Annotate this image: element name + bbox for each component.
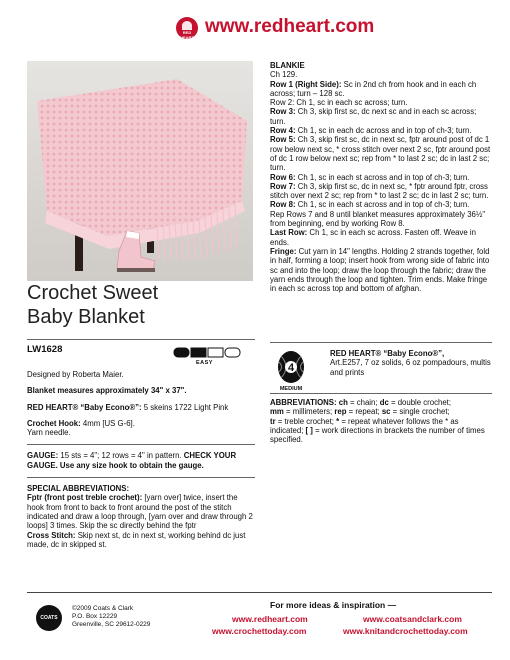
row-instruction: Row 3: Ch 3, skip first sc, dc next sc and in each sc across; turn. bbox=[270, 107, 477, 126]
blanket-illustration-icon bbox=[27, 61, 253, 281]
blanket-photo bbox=[27, 61, 253, 281]
coats-logo-icon: COATS bbox=[36, 605, 62, 631]
footer-link-coatsandclark[interactable]: www.coatsandclark.com bbox=[363, 614, 462, 624]
company-address: ©2009 Coats & Clark P.O. Box 12229 Greenville, SC 29612-0229 bbox=[72, 605, 151, 628]
gauge-divider bbox=[27, 444, 255, 445]
row-instruction: Last Row: Ch 1, sc in each sc across. Fasten off. Weave in ends. bbox=[270, 228, 476, 247]
left-column bbox=[27, 370, 255, 549]
footer-link-redheart[interactable]: www.redheart.com bbox=[232, 614, 308, 624]
pattern-number: LW1628 bbox=[27, 344, 63, 355]
footer-link-crochettoday[interactable]: www.crochettoday.com bbox=[212, 626, 307, 636]
gauge: GAUGE: 15 sts = 4"; 12 rows = 4" in pattern. CHECK YOUR GAUGE. Use any size hook to obtain the gauge. bbox=[27, 451, 237, 470]
materials-yarn: RED HEART® “Baby Econo®”: 5 skeins 1722 Light Pink bbox=[27, 402, 229, 412]
row-instruction: Row 7: Ch 3, skip first sc, dc in next sc, * fptr around fptr, cross stitch over next 2 sc; rep from * to last 2 sc; dc in last 2 sc; turn. bbox=[270, 181, 489, 201]
yarn-divider bbox=[270, 342, 492, 343]
title-divider bbox=[27, 339, 255, 340]
abbr-divider bbox=[27, 477, 255, 478]
abbreviations: ABBREVIATIONS: ch = chain; dc = double crochet; mm = millimeters; rep = repeat; sc = single crochet; tr = treble crochet; * = repeat whatever follows the * as indicated; [ ] = work directions in brackets the number of times specified. bbox=[270, 398, 485, 445]
row-instruction: Row 4: Ch 1, sc in each dc across and in top of ch-3; turn. bbox=[270, 126, 472, 136]
row-instruction: Row 8: Ch 1, sc in each st across and in top of ch-3; turn. bbox=[270, 200, 470, 210]
row-instruction: Row 1 (Right Side): Sc in 2nd ch from hook and in each ch across; turn – 128 sc. bbox=[270, 79, 477, 98]
page-title: Crochet Sweet Baby Blanket bbox=[27, 282, 159, 328]
row-instruction: Rep Rows 7 and 8 until blanket measures approximately 36½" from beginning, end by working Row 8. bbox=[270, 209, 486, 229]
row-instruction: Row 2: Ch 1, sc in each sc across; turn. bbox=[270, 98, 408, 108]
footer-divider bbox=[27, 592, 492, 593]
skill-level-label: EASY bbox=[196, 360, 213, 366]
abbreviations-divider bbox=[270, 393, 492, 394]
row-instruction: Fringe: Cut yarn in 14" lengths. Holding 2 strands together, fold in half, forming a loop; insert hook from wrong side of fabric into sc and into the loop; draw the loop through the fabric; draw the yarn ends through the loop and tighten. Trim ends. Make fringe in each sc across top and bottom of afghan. bbox=[270, 246, 490, 294]
skill-bar-empty bbox=[208, 348, 223, 357]
instructions bbox=[270, 61, 492, 293]
row-instruction: Row 5: Ch 3, skip first sc, dc in next sc, fptr around post of dc 1 row below next sc, * cross stitch over next 2 sc, fptr around post of dc 1 row below next sc; rep from * to last 2 sc; dc in last 2 sc; turn. bbox=[270, 135, 491, 173]
yarn-weight-number: 4 bbox=[287, 362, 295, 374]
skill-bar-empty bbox=[225, 348, 240, 357]
measurements: Blanket measures approximately 34" x 37". bbox=[27, 386, 187, 396]
yarn-info: RED HEART® “Baby Econo®”, Art.E257, 7 oz solids, 6 oz pompadours, multis and prints bbox=[330, 349, 491, 377]
skill-bar-filled bbox=[174, 348, 189, 357]
header-url-link[interactable]: www.redheart.com bbox=[205, 16, 375, 37]
special-abbr-fptr: Fptr (front post treble crochet): [yarn over] twice, insert the hook from front to back to front around the post of the stitch indicated and draw a loop through, [yarn over and draw through 2 loops] 3 times. Skip the sc directly behind the fptr bbox=[27, 493, 253, 531]
designer-credit: Designed by Roberta Maier. bbox=[27, 370, 124, 379]
row-instruction: Row 6: Ch 1, sc in each st across and in top of ch-3; turn. bbox=[270, 172, 470, 182]
special-abbr-cross: Cross Stitch: Skip next st, dc in next st, working behind dc just made, dc in skipped st. bbox=[27, 530, 246, 549]
special-abbr-heading: SPECIAL ABBREVIATIONS: bbox=[27, 484, 130, 494]
footer-link-knitandcrochettoday[interactable]: www.knitandcrochettoday.com bbox=[343, 626, 468, 636]
materials-needle: Yarn needle. bbox=[27, 428, 71, 438]
materials-hook: Crochet Hook: 4mm [US G-6]. bbox=[27, 418, 135, 428]
yarn-weight-label: MEDIUM bbox=[279, 386, 303, 392]
footer-tagline: For more ideas & inspiration — bbox=[270, 600, 397, 610]
skill-bar-filled bbox=[191, 348, 206, 357]
yarn-weight-icon bbox=[272, 348, 310, 386]
header bbox=[0, 0, 510, 50]
red-heart-logo-icon[interactable]: RED HEART bbox=[176, 17, 198, 39]
blankie-heading: BLANKIE bbox=[270, 61, 305, 70]
foundation-chain: Ch 129. bbox=[270, 70, 298, 80]
skill-level-bar-icon bbox=[173, 347, 241, 358]
